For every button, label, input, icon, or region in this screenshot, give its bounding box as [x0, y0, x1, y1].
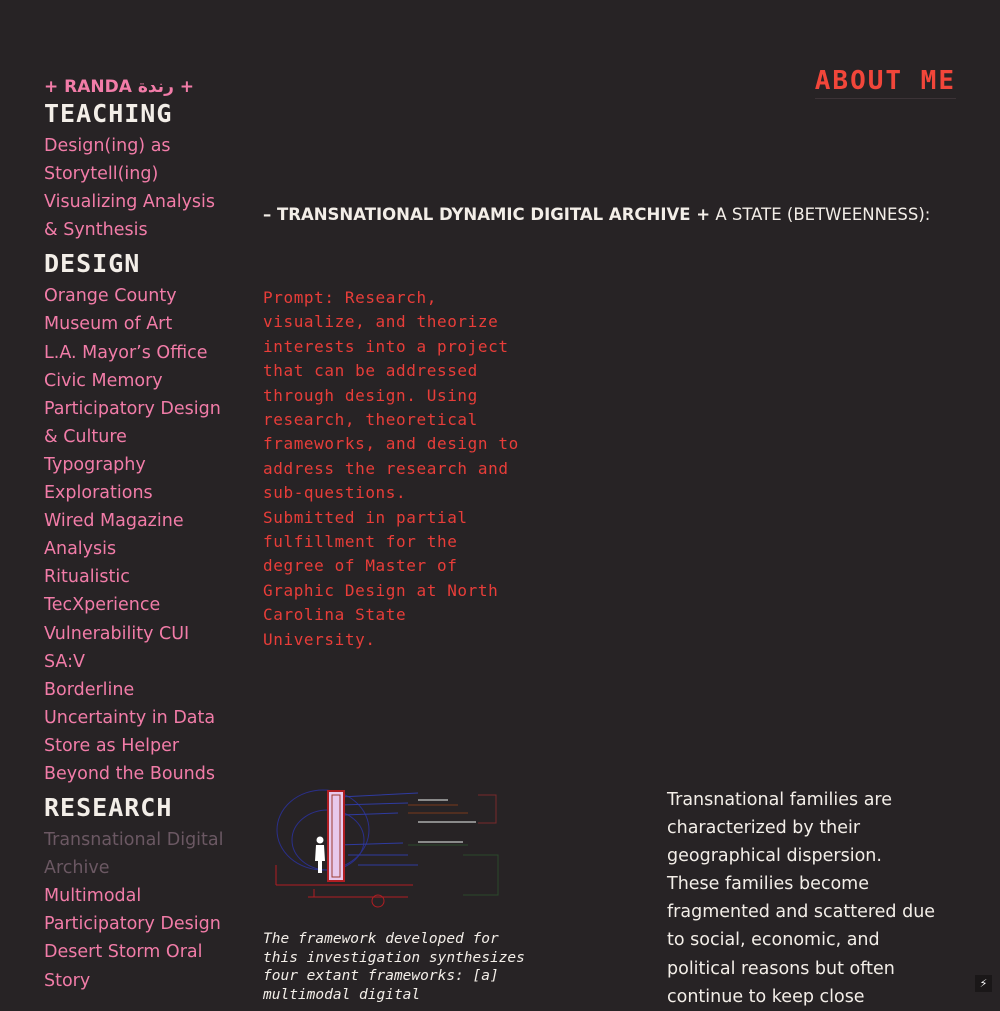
diagram-caption: The framework developed for this investigation synthesizes four extant frameworks: [a] multimodal digital [263, 931, 525, 1004]
nav-item[interactable]: Explorations [44, 483, 153, 504]
nav-item[interactable]: Uncertainty in Data [44, 707, 216, 728]
sidebar-nav [44, 74, 234, 999]
nav-item[interactable]: L.A. Mayor’s Office [44, 342, 208, 363]
brand-logo[interactable]: + RANDA رندة + [44, 77, 195, 97]
nav-item[interactable]: TecXperience [44, 595, 161, 616]
project-description: Transnational families are characterized by their geographical dispersion. These families become fragmented and scattered due to social, economic, and political reasons but often continue to keep close [667, 790, 936, 1007]
section-title-teaching[interactable]: TEACHING [44, 99, 173, 128]
nav-item[interactable]: Design(ing) as [44, 136, 171, 156]
nav-item[interactable]: Storytell(ing) [44, 164, 159, 185]
section-title-design[interactable]: DESIGN [44, 249, 141, 279]
nav-item[interactable]: Orange County [44, 286, 177, 307]
framework-diagram[interactable] [268, 785, 508, 913]
framework-diagram-graphic [268, 785, 508, 913]
nav-item[interactable]: SA:V [44, 651, 85, 672]
nav-item[interactable]: Store as Helper [44, 735, 180, 756]
lightning-icon[interactable]: ⚡ [975, 975, 992, 992]
nav-list-design [44, 282, 234, 788]
nav-item[interactable]: Civic Memory [44, 370, 163, 391]
nav-sections [44, 98, 234, 995]
nav-item[interactable]: Desert Storm Oral [44, 942, 203, 963]
nav-item[interactable]: Typography [44, 454, 146, 475]
nav-item[interactable]: Ritualistic [44, 567, 130, 588]
nav-item[interactable]: Participatory Design [44, 398, 221, 419]
nav-item[interactable]: Transnational Digital [44, 830, 224, 851]
nav-item[interactable]: & Culture [44, 426, 127, 447]
nav-item[interactable]: Beyond the Bounds [44, 763, 216, 784]
nav-list-research [44, 826, 234, 995]
nav-item[interactable]: Wired Magazine [44, 511, 184, 532]
project-prompt [263, 286, 528, 652]
nav-item[interactable]: Visualizing Analysis [44, 192, 216, 213]
nav-item[interactable]: Participatory Design [44, 914, 221, 935]
nav-item[interactable]: Story [44, 970, 91, 991]
nav-item[interactable]: Archive [44, 858, 110, 879]
nav-item[interactable]: Analysis [44, 539, 117, 560]
about-me-link[interactable]: ABOUT ME [815, 66, 956, 99]
nav-item[interactable]: Borderline [44, 679, 135, 700]
project-title: – TRANSNATIONAL DYNAMIC DIGITAL ARCHIVE + [263, 205, 711, 224]
project-heading [263, 205, 930, 224]
submission-note: Submitted in partial fulfillment for the degree of Master of Graphic Design at North Carolina State University. [263, 507, 499, 649]
prompt-paragraph: Prompt: Research, visualize, and theorize interests into a project that can be addressed through design. Using research, theoretical frameworks, and design to address the research and sub-questions. [263, 288, 519, 503]
project-subtitle: A STATE (BETWEENNESS): [710, 205, 931, 224]
section-title-research[interactable]: RESEARCH [44, 793, 173, 823]
nav-item[interactable]: Multimodal [44, 886, 142, 907]
nav-item[interactable]: Museum of Art [44, 314, 173, 335]
nav-item[interactable]: Vulnerability CUI [44, 623, 190, 644]
nav-list-teaching [44, 132, 234, 244]
nav-item[interactable]: & Synthesis [44, 220, 148, 241]
